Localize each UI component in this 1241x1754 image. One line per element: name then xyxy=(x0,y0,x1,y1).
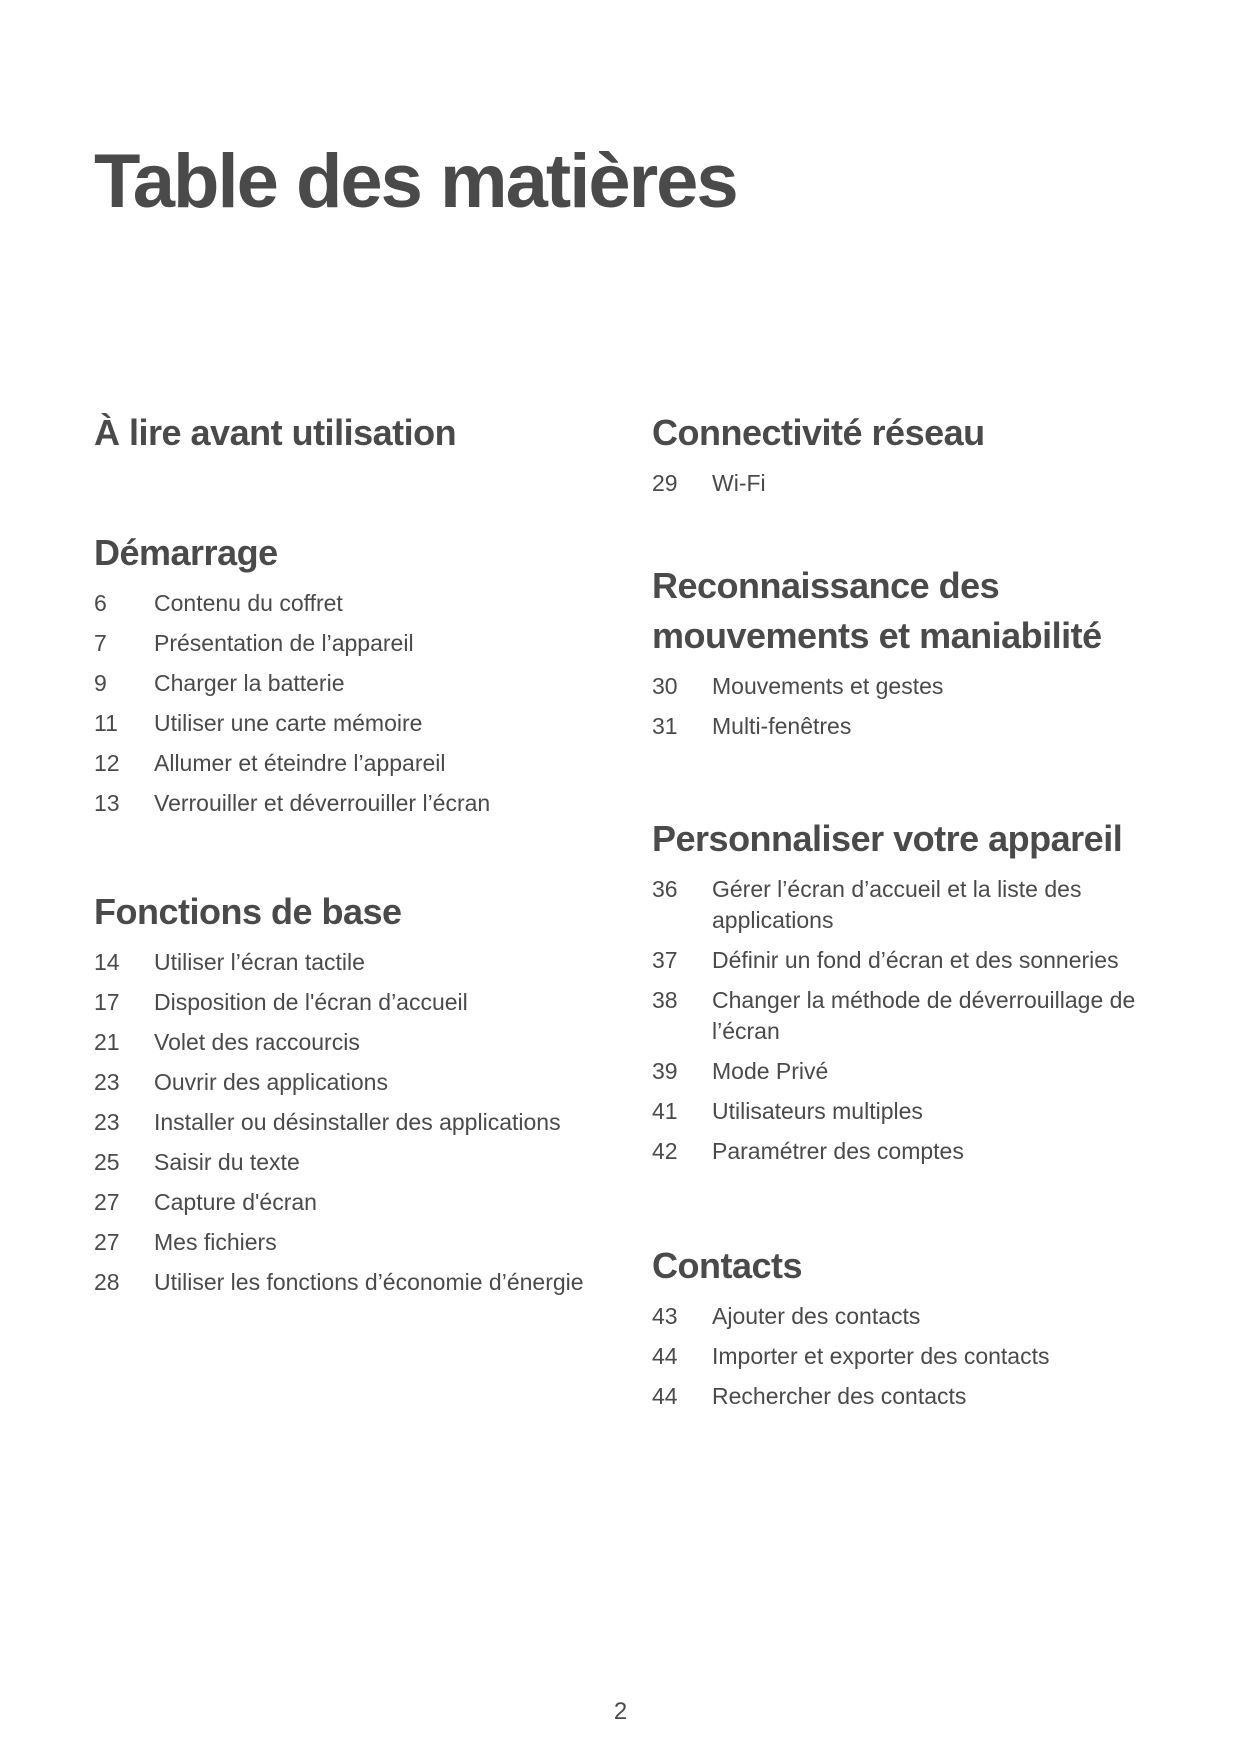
toc-section-reconnaissance-des-mouvements-et-maniabilite xyxy=(652,561,1172,742)
toc-entry-label: Installer ou désinstaller des applications xyxy=(154,1109,561,1135)
toc-entry-list xyxy=(652,468,1172,499)
toc-entry[interactable] xyxy=(94,788,614,819)
toc-entry-page: 21 xyxy=(94,1029,120,1055)
toc-entry[interactable] xyxy=(94,668,614,699)
toc-entry-page: 30 xyxy=(652,673,678,699)
toc-entry-label: Ouvrir des applications xyxy=(154,1069,388,1095)
toc-entry-page: 38 xyxy=(652,987,678,1013)
toc-entry-label: Saisir du texte xyxy=(154,1149,300,1175)
toc-entry-page: 12 xyxy=(94,750,120,776)
toc-entry-page: 27 xyxy=(94,1229,120,1255)
toc-entry[interactable] xyxy=(94,1227,614,1258)
toc-entry-label: Utiliser les fonctions d’économie d’énergie xyxy=(154,1269,584,1295)
toc-entry-page: 41 xyxy=(652,1098,678,1124)
toc-entry[interactable] xyxy=(652,874,1172,936)
section-heading[interactable]: Contacts xyxy=(652,1245,803,1286)
section-heading[interactable]: Reconnaissance des mouvements et maniabilité xyxy=(652,565,1102,656)
toc-entry[interactable] xyxy=(652,1056,1172,1087)
toc-entry[interactable] xyxy=(94,748,614,779)
toc-entry[interactable] xyxy=(94,628,614,659)
toc-entry[interactable] xyxy=(652,945,1172,976)
toc-entry[interactable] xyxy=(94,1027,614,1058)
toc-entry[interactable] xyxy=(652,985,1172,1047)
toc-section-demarrage xyxy=(94,528,614,819)
toc-entry[interactable] xyxy=(94,588,614,619)
toc-entry-page: 14 xyxy=(94,949,120,975)
page-number: 2 xyxy=(613,1698,628,1725)
toc-section-connectivite-reseau xyxy=(652,408,1172,499)
toc-entry-label: Charger la batterie xyxy=(154,670,345,696)
section-heading[interactable]: Personnaliser votre appareil xyxy=(652,818,1123,859)
toc-entry[interactable] xyxy=(94,708,614,739)
toc-entry-label: Mouvements et gestes xyxy=(712,673,944,699)
toc-entry-list xyxy=(652,874,1172,1167)
toc-entry-label: Wi-Fi xyxy=(712,470,766,496)
toc-entry[interactable] xyxy=(94,1067,614,1098)
toc-entry-page: 11 xyxy=(94,710,118,736)
toc-left-column xyxy=(94,408,614,1307)
toc-entry-label: Capture d'écran xyxy=(154,1189,317,1215)
toc-entry-label: Présentation de l’appareil xyxy=(154,630,414,656)
toc-entry[interactable] xyxy=(652,1096,1172,1127)
toc-entry-list xyxy=(94,588,614,819)
toc-entry-page: 9 xyxy=(94,670,107,696)
toc-entry-page: 43 xyxy=(652,1303,678,1329)
toc-entry-label: Utiliser l’écran tactile xyxy=(154,949,365,975)
toc-entry-page: 42 xyxy=(652,1138,678,1164)
toc-entry[interactable] xyxy=(652,1381,1172,1412)
toc-entry-label: Définir un fond d’écran et des sonneries xyxy=(712,947,1119,973)
toc-entry[interactable] xyxy=(94,947,614,978)
toc-section-personnaliser-votre-appareil xyxy=(652,814,1172,1167)
toc-entry-label: Disposition de l'écran d’accueil xyxy=(154,989,468,1015)
toc-entry-label: Multi-fenêtres xyxy=(712,713,852,739)
toc-entry-list xyxy=(652,1301,1172,1412)
toc-entry-label: Importer et exporter des contacts xyxy=(712,1343,1050,1369)
toc-entry-page: 44 xyxy=(652,1343,678,1369)
toc-entry-label: Mode Privé xyxy=(712,1058,829,1084)
toc-entry-page: 23 xyxy=(94,1109,120,1135)
toc-entry[interactable] xyxy=(94,1187,614,1218)
toc-entry-page: 44 xyxy=(652,1383,678,1409)
toc-entry-page: 28 xyxy=(94,1269,120,1295)
toc-entry-label: Contenu du coffret xyxy=(154,590,343,616)
toc-entry[interactable] xyxy=(652,1341,1172,1372)
toc-entry-page: 7 xyxy=(94,630,107,656)
toc-entry-list xyxy=(652,671,1172,742)
page-title: Table des matières xyxy=(94,139,737,224)
toc-entry-page: 23 xyxy=(94,1069,120,1095)
toc-entry[interactable] xyxy=(652,468,1172,499)
toc-entry-page: 37 xyxy=(652,947,678,973)
toc-entry[interactable] xyxy=(94,1267,614,1298)
toc-entry-label: Volet des raccourcis xyxy=(154,1029,360,1055)
section-heading[interactable]: Démarrage xyxy=(94,532,278,573)
toc-entry-label: Rechercher des contacts xyxy=(712,1383,967,1409)
toc-entry-list xyxy=(94,947,614,1298)
toc-entry-label: Verrouiller et déverrouiller l’écran xyxy=(154,790,491,816)
toc-entry-label: Gérer l’écran d’accueil et la liste des applications xyxy=(712,876,1082,933)
toc-entry[interactable] xyxy=(652,1301,1172,1332)
toc-entry-page: 36 xyxy=(652,876,678,902)
toc-entry[interactable] xyxy=(652,1136,1172,1167)
toc-entry-page: 27 xyxy=(94,1189,120,1215)
section-heading[interactable]: Fonctions de base xyxy=(94,891,402,932)
toc-entry-page: 29 xyxy=(652,470,678,496)
toc-entry-label: Changer la méthode de déverrouillage de l’écran xyxy=(712,987,1136,1044)
toc-entry-page: 17 xyxy=(94,989,120,1015)
toc-section-contacts xyxy=(652,1241,1172,1412)
section-heading[interactable]: À lire avant utilisation xyxy=(94,412,457,453)
toc-entry[interactable] xyxy=(652,671,1172,702)
toc-entry-label: Ajouter des contacts xyxy=(712,1303,921,1329)
toc-section-fonctions-de-base xyxy=(94,887,614,1298)
toc-section-a-lire-avant-utilisation xyxy=(94,408,614,458)
toc-entry-label: Paramétrer des comptes xyxy=(712,1138,964,1164)
toc-entry-page: 25 xyxy=(94,1149,120,1175)
toc-entry-page: 39 xyxy=(652,1058,678,1084)
toc-entry[interactable] xyxy=(94,1147,614,1178)
toc-entry[interactable] xyxy=(94,1107,614,1138)
toc-entry-label: Utiliser une carte mémoire xyxy=(154,710,423,736)
toc-entry-page: 6 xyxy=(94,590,107,616)
toc-entry-label: Utilisateurs multiples xyxy=(712,1098,923,1124)
toc-entry-label: Mes fichiers xyxy=(154,1229,277,1255)
toc-right-column xyxy=(652,408,1172,1421)
toc-entry-label: Allumer et éteindre l’appareil xyxy=(154,750,446,776)
toc-entry[interactable] xyxy=(652,711,1172,742)
toc-entry-page: 13 xyxy=(94,790,120,816)
toc-entry-page: 31 xyxy=(652,713,678,739)
toc-entry[interactable] xyxy=(94,987,614,1018)
section-heading[interactable]: Connectivité réseau xyxy=(652,412,985,453)
